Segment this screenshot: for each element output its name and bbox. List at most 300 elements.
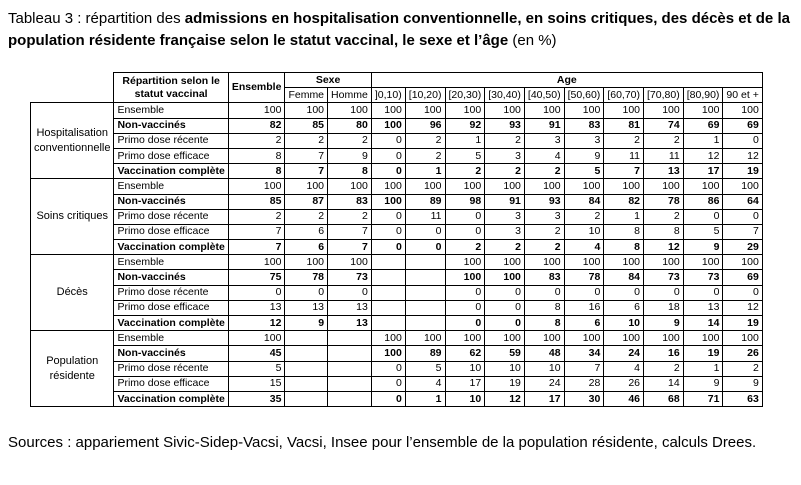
value-cell: 0 [371, 148, 405, 163]
header-age: Age [371, 73, 762, 88]
value-cell: 13 [644, 164, 684, 179]
value-cell: 7 [228, 224, 285, 239]
value-cell [285, 361, 328, 376]
value-cell [328, 361, 372, 376]
value-cell: 29 [723, 240, 762, 255]
table-row [31, 209, 763, 224]
value-cell: 18 [644, 300, 684, 315]
value-cell: 11 [604, 148, 644, 163]
row-category: Ensemble [114, 331, 228, 346]
table-row [31, 346, 763, 361]
header-age-bracket: [80,90) [683, 88, 723, 103]
value-cell: 2 [564, 209, 604, 224]
value-cell: 0 [228, 285, 285, 300]
value-cell: 73 [683, 270, 723, 285]
value-cell: 100 [328, 255, 372, 270]
value-cell: 100 [524, 103, 564, 118]
value-cell: 100 [604, 103, 644, 118]
value-cell: 1 [683, 133, 723, 148]
table-row [31, 300, 763, 315]
value-cell: 7 [328, 224, 372, 239]
value-cell: 73 [644, 270, 684, 285]
value-cell: 8 [228, 164, 285, 179]
value-cell: 26 [723, 346, 762, 361]
value-cell: 6 [564, 316, 604, 331]
value-cell: 75 [228, 270, 285, 285]
value-cell: 48 [524, 346, 564, 361]
value-cell: 100 [405, 331, 445, 346]
table-row [31, 164, 763, 179]
value-cell: 100 [228, 103, 285, 118]
header-age-bracket: [10,20) [405, 88, 445, 103]
value-cell: 28 [564, 376, 604, 391]
value-cell: 2 [644, 133, 684, 148]
table-row [31, 118, 763, 133]
value-cell: 62 [445, 346, 485, 361]
header-age-bracket: [40,50) [524, 88, 564, 103]
value-cell: 59 [485, 346, 525, 361]
value-cell: 0 [445, 285, 485, 300]
value-cell: 17 [445, 376, 485, 391]
value-cell: 2 [604, 133, 644, 148]
value-cell: 80 [328, 118, 372, 133]
table-row [31, 316, 763, 331]
value-cell: 2 [285, 209, 328, 224]
value-cell: 4 [524, 148, 564, 163]
value-cell: 100 [371, 331, 405, 346]
row-category: Non-vaccinés [114, 194, 228, 209]
value-cell: 19 [723, 164, 762, 179]
table-body [31, 103, 763, 407]
header-age-bracket: 90 et + [723, 88, 762, 103]
value-cell: 0 [371, 133, 405, 148]
table-row [31, 331, 763, 346]
value-cell: 0 [485, 300, 525, 315]
value-cell: 8 [228, 148, 285, 163]
value-cell: 3 [485, 209, 525, 224]
value-cell [285, 346, 328, 361]
value-cell: 2 [524, 224, 564, 239]
value-cell: 100 [485, 255, 525, 270]
value-cell: 30 [564, 391, 604, 406]
table-row [31, 376, 763, 391]
value-cell: 7 [604, 164, 644, 179]
table-row [31, 194, 763, 209]
value-cell [371, 300, 405, 315]
value-cell: 100 [371, 103, 405, 118]
value-cell: 11 [644, 148, 684, 163]
value-cell [405, 285, 445, 300]
value-cell: 0 [371, 240, 405, 255]
value-cell: 2 [524, 240, 564, 255]
row-category: Primo dose récente [114, 361, 228, 376]
table-row [31, 224, 763, 239]
value-cell: 3 [524, 209, 564, 224]
value-cell: 2 [228, 209, 285, 224]
value-cell: 100 [228, 255, 285, 270]
value-cell: 0 [683, 209, 723, 224]
value-cell: 13 [228, 300, 285, 315]
value-cell: 78 [285, 270, 328, 285]
value-cell: 100 [445, 103, 485, 118]
row-category: Primo dose efficace [114, 224, 228, 239]
value-cell: 8 [524, 300, 564, 315]
value-cell: 100 [445, 270, 485, 285]
value-cell [285, 376, 328, 391]
value-cell: 7 [285, 164, 328, 179]
value-cell [328, 391, 372, 406]
value-cell: 84 [564, 194, 604, 209]
value-cell: 83 [564, 118, 604, 133]
header-ensemble: Ensemble [228, 73, 285, 103]
value-cell: 100 [405, 179, 445, 194]
value-cell: 2 [228, 133, 285, 148]
value-cell: 5 [445, 148, 485, 163]
caption-bold: admissions en hospitalisation conventionnelle, en soins critiques, des décès et de la population résidente française selon le statut vaccinal, le sexe et l’âge [8, 10, 790, 49]
value-cell: 78 [564, 270, 604, 285]
value-cell: 8 [604, 240, 644, 255]
value-cell: 3 [485, 148, 525, 163]
row-category: Primo dose récente [114, 209, 228, 224]
header-age-bracket: [70,80) [644, 88, 684, 103]
value-cell: 24 [524, 376, 564, 391]
value-cell: 2 [405, 133, 445, 148]
value-cell: 7 [228, 240, 285, 255]
row-category: Vaccination complète [114, 240, 228, 255]
value-cell: 46 [604, 391, 644, 406]
value-cell [405, 255, 445, 270]
value-cell: 96 [405, 118, 445, 133]
value-cell: 17 [683, 164, 723, 179]
table-row [31, 103, 763, 118]
value-cell: 0 [445, 316, 485, 331]
value-cell: 69 [683, 118, 723, 133]
value-cell: 5 [564, 164, 604, 179]
value-cell: 85 [285, 118, 328, 133]
value-cell: 9 [564, 148, 604, 163]
row-category: Ensemble [114, 179, 228, 194]
value-cell: 0 [445, 209, 485, 224]
value-cell: 13 [328, 316, 372, 331]
value-cell: 83 [328, 194, 372, 209]
value-cell: 2 [285, 133, 328, 148]
value-cell: 1 [604, 209, 644, 224]
value-cell: 84 [604, 270, 644, 285]
value-cell [285, 331, 328, 346]
value-cell: 1 [445, 133, 485, 148]
value-cell: 100 [405, 103, 445, 118]
value-cell: 0 [405, 224, 445, 239]
value-cell: 0 [445, 224, 485, 239]
row-category: Primo dose efficace [114, 148, 228, 163]
value-cell: 100 [285, 179, 328, 194]
table-caption [8, 8, 794, 52]
value-cell: 73 [328, 270, 372, 285]
value-cell: 13 [328, 300, 372, 315]
value-cell: 78 [644, 194, 684, 209]
value-cell: 63 [723, 391, 762, 406]
value-cell: 4 [564, 240, 604, 255]
value-cell: 2 [445, 240, 485, 255]
value-cell: 100 [445, 331, 485, 346]
value-cell: 0 [405, 240, 445, 255]
value-cell: 64 [723, 194, 762, 209]
value-cell: 1 [405, 391, 445, 406]
value-cell: 100 [485, 103, 525, 118]
value-cell: 100 [328, 179, 372, 194]
value-cell: 0 [371, 224, 405, 239]
value-cell: 0 [371, 164, 405, 179]
value-cell: 9 [683, 240, 723, 255]
value-cell: 83 [524, 270, 564, 285]
value-cell: 8 [524, 316, 564, 331]
value-cell: 8 [604, 224, 644, 239]
header-age-bracket: [30,40) [485, 88, 525, 103]
value-cell: 100 [285, 103, 328, 118]
value-cell: 0 [723, 209, 762, 224]
value-cell: 4 [604, 361, 644, 376]
table-row [31, 148, 763, 163]
value-cell: 0 [371, 361, 405, 376]
value-cell [371, 316, 405, 331]
value-cell: 100 [683, 331, 723, 346]
value-cell: 2 [485, 164, 525, 179]
value-cell: 71 [683, 391, 723, 406]
value-cell: 10 [524, 361, 564, 376]
value-cell: 35 [228, 391, 285, 406]
value-cell: 17 [524, 391, 564, 406]
header-age-bracket: [20,30) [445, 88, 485, 103]
value-cell: 26 [604, 376, 644, 391]
value-cell: 7 [328, 240, 372, 255]
value-cell: 68 [644, 391, 684, 406]
header-blank [31, 73, 114, 103]
value-cell: 89 [405, 346, 445, 361]
row-category: Primo dose récente [114, 285, 228, 300]
table-row [31, 285, 763, 300]
value-cell: 10 [445, 391, 485, 406]
value-cell: 15 [228, 376, 285, 391]
value-cell: 9 [328, 148, 372, 163]
value-cell: 100 [524, 179, 564, 194]
value-cell: 2 [405, 148, 445, 163]
value-cell: 100 [644, 331, 684, 346]
header-age-bracket: ]0,10) [371, 88, 405, 103]
row-category: Vaccination complète [114, 316, 228, 331]
row-category: Ensemble [114, 103, 228, 118]
value-cell: 100 [604, 331, 644, 346]
value-cell: 2 [644, 209, 684, 224]
value-cell: 10 [485, 361, 525, 376]
value-cell: 82 [604, 194, 644, 209]
row-category: Primo dose récente [114, 133, 228, 148]
value-cell [371, 255, 405, 270]
value-cell: 69 [723, 270, 762, 285]
header-age-bracket: [50,60) [564, 88, 604, 103]
value-cell: 87 [285, 194, 328, 209]
row-category: Vaccination complète [114, 391, 228, 406]
header-sexe: Sexe [285, 73, 371, 88]
value-cell: 6 [604, 300, 644, 315]
value-cell [328, 331, 372, 346]
value-cell: 69 [723, 118, 762, 133]
value-cell: 100 [683, 255, 723, 270]
header-row-1 [31, 73, 763, 88]
value-cell: 100 [445, 255, 485, 270]
table-row [31, 270, 763, 285]
header-femme: Femme [285, 88, 328, 103]
value-cell: 100 [371, 118, 405, 133]
row-category: Non-vaccinés [114, 270, 228, 285]
value-cell: 0 [564, 285, 604, 300]
value-cell: 3 [524, 133, 564, 148]
value-cell: 100 [485, 179, 525, 194]
value-cell: 100 [564, 255, 604, 270]
value-cell [405, 270, 445, 285]
value-cell: 19 [485, 376, 525, 391]
value-cell: 9 [683, 376, 723, 391]
value-cell: 100 [723, 331, 762, 346]
value-cell: 98 [445, 194, 485, 209]
row-category: Primo dose efficace [114, 376, 228, 391]
value-cell: 3 [564, 133, 604, 148]
value-cell: 9 [723, 376, 762, 391]
value-cell: 100 [524, 255, 564, 270]
value-cell: 10 [604, 316, 644, 331]
value-cell: 91 [485, 194, 525, 209]
value-cell: 100 [228, 179, 285, 194]
caption-suffix: (en %) [508, 32, 557, 49]
value-cell: 100 [371, 179, 405, 194]
header-homme: Homme [328, 88, 372, 103]
value-cell: 89 [405, 194, 445, 209]
table-row [31, 255, 763, 270]
value-cell: 91 [524, 118, 564, 133]
value-cell: 13 [683, 300, 723, 315]
value-cell: 0 [524, 285, 564, 300]
value-cell: 14 [683, 316, 723, 331]
value-cell: 100 [564, 103, 604, 118]
value-cell [328, 346, 372, 361]
value-cell [371, 285, 405, 300]
value-cell: 100 [564, 179, 604, 194]
value-cell: 1 [405, 164, 445, 179]
value-cell [405, 300, 445, 315]
value-cell: 7 [723, 224, 762, 239]
section-label: Population résidente [31, 331, 114, 407]
value-cell: 100 [485, 270, 525, 285]
value-cell: 2 [445, 164, 485, 179]
value-cell: 100 [564, 331, 604, 346]
value-cell: 100 [371, 194, 405, 209]
value-cell: 100 [524, 331, 564, 346]
table-row [31, 361, 763, 376]
value-cell: 0 [644, 285, 684, 300]
value-cell: 10 [564, 224, 604, 239]
value-cell: 2 [485, 133, 525, 148]
value-cell: 100 [683, 103, 723, 118]
value-cell: 100 [604, 179, 644, 194]
row-category: Primo dose efficace [114, 300, 228, 315]
value-cell: 81 [604, 118, 644, 133]
value-cell: 6 [285, 224, 328, 239]
value-cell: 12 [228, 316, 285, 331]
value-cell: 85 [228, 194, 285, 209]
value-cell: 0 [604, 285, 644, 300]
value-cell [328, 376, 372, 391]
value-cell: 0 [285, 285, 328, 300]
row-category: Ensemble [114, 255, 228, 270]
value-cell: 5 [228, 361, 285, 376]
value-cell: 2 [524, 164, 564, 179]
value-cell: 100 [445, 179, 485, 194]
value-cell: 93 [485, 118, 525, 133]
value-cell: 9 [285, 316, 328, 331]
value-cell: 5 [683, 224, 723, 239]
value-cell: 12 [683, 148, 723, 163]
value-cell: 100 [723, 179, 762, 194]
value-cell: 2 [328, 209, 372, 224]
value-cell: 12 [723, 300, 762, 315]
value-cell: 12 [644, 240, 684, 255]
value-cell: 24 [604, 346, 644, 361]
value-cell: 10 [445, 361, 485, 376]
value-cell: 100 [644, 103, 684, 118]
section-label: Décès [31, 255, 114, 331]
value-cell: 0 [371, 391, 405, 406]
value-cell: 93 [524, 194, 564, 209]
value-cell: 7 [285, 148, 328, 163]
value-cell: 34 [564, 346, 604, 361]
table-row [31, 179, 763, 194]
sources-note: Sources : appariement Sivic-Sidep-Vacsi, Vacsi, Insee pour l’ensemble de la population résidente, calculs Drees. [8, 434, 757, 451]
value-cell: 0 [371, 376, 405, 391]
value-cell: 2 [644, 361, 684, 376]
vaccination-table [30, 72, 763, 407]
value-cell: 0 [723, 133, 762, 148]
row-category: Vaccination complète [114, 164, 228, 179]
value-cell: 86 [683, 194, 723, 209]
row-category: Non-vaccinés [114, 118, 228, 133]
value-cell: 13 [285, 300, 328, 315]
value-cell: 100 [485, 331, 525, 346]
value-cell: 16 [564, 300, 604, 315]
value-cell: 100 [683, 179, 723, 194]
value-cell: 0 [328, 285, 372, 300]
value-cell: 12 [723, 148, 762, 163]
value-cell: 0 [485, 285, 525, 300]
value-cell [405, 316, 445, 331]
value-cell: 11 [405, 209, 445, 224]
value-cell: 0 [371, 209, 405, 224]
value-cell: 100 [371, 346, 405, 361]
table-row [31, 133, 763, 148]
value-cell: 100 [723, 103, 762, 118]
value-cell: 74 [644, 118, 684, 133]
value-cell: 0 [723, 285, 762, 300]
value-cell: 8 [328, 164, 372, 179]
value-cell: 100 [644, 179, 684, 194]
value-cell: 16 [644, 346, 684, 361]
value-cell: 1 [683, 361, 723, 376]
header-repartition: Répartition selon le statut vaccinal [114, 73, 228, 103]
value-cell: 100 [723, 255, 762, 270]
value-cell: 0 [683, 285, 723, 300]
value-cell: 19 [723, 316, 762, 331]
value-cell: 6 [285, 240, 328, 255]
value-cell: 100 [228, 331, 285, 346]
value-cell: 12 [485, 391, 525, 406]
